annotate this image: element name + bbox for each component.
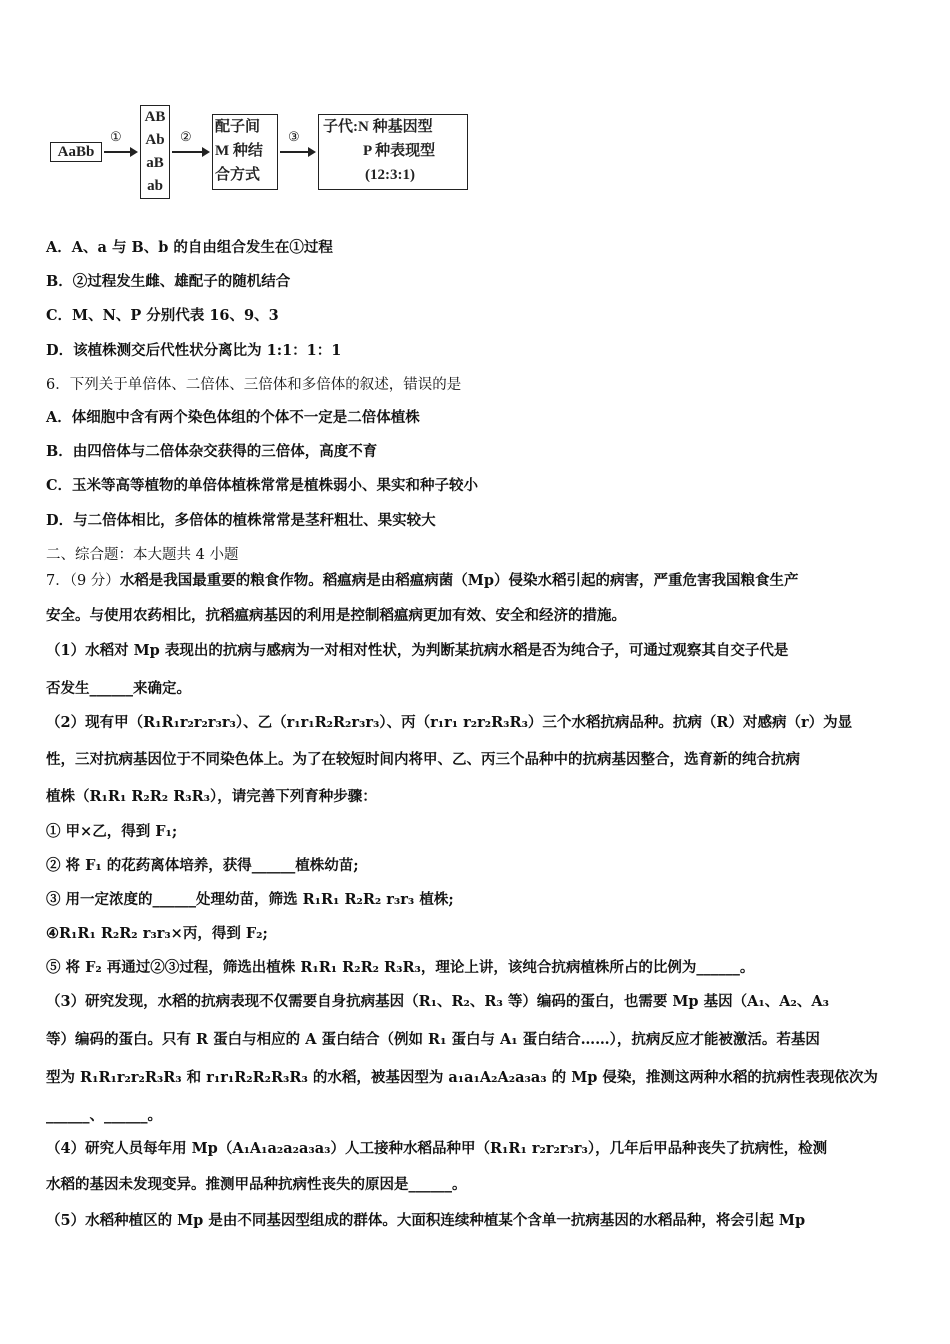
arrow-icon [172, 151, 208, 153]
q5-option-b: B．②过程发生雌、雄配子的随机结合 [46, 273, 291, 290]
q6-option-a: A．体细胞中含有两个染色体组的个体不一定是二倍体植株 [46, 409, 420, 426]
q7-intro-line-2: 安全。与使用农药相比，抗稻瘟病基因的利用是控制稻瘟病更加有效、安全和经济的措施。 [46, 607, 626, 624]
q6-option-b: B．由四倍体与二倍体杂交获得的三倍体，高度不育 [46, 443, 378, 460]
q7-step-1: ① 甲×乙，得到 F₁; [46, 823, 178, 840]
gamete-ab-1: AB [144, 109, 166, 125]
q7-part3-line-3: 型为 R₁R₁r₂r₂R₃R₃ 和 r₁r₁R₂R₂R₃R₃ 的水稻，被基因型为 a₁a₁A₂A₂a₃a₃ 的 Mp 侵染，推测这两种水稻的抗病性表现依次为 [46, 1069, 878, 1086]
q7-step-4: ④R₁R₁ R₂R₂ r₃r₃×丙，得到 F₂; [46, 925, 268, 942]
combine-line-2: M 种结 [215, 143, 263, 159]
q7-part3-line-2: 等）编码的蛋白。只有 R 蛋白与相应的 A 蛋白结合（例如 R₁ 蛋白与 A₁ 蛋白结合……），抗病反应才能被激活。若基因 [46, 1031, 820, 1048]
q7-part4-line-1: （4）研究人员每年用 Mp（A₁A₁a₂a₂a₃a₃）人工接种水稻品种甲（R₁R₁ r₂r₂r₃r₃），几年后甲品种丧失了抗病性，检测 [46, 1140, 828, 1157]
gamete-ab-2: Ab [145, 132, 165, 148]
step-2-label: ② [180, 130, 192, 145]
offspring-line-3: (12:3:1) [365, 167, 415, 183]
step-1-label: ① [110, 130, 122, 145]
offspring-box [318, 114, 468, 190]
q5-option-c: C．M、N、P 分别代表 16、9、3 [46, 307, 279, 324]
q5-option-a: A．A、a 与 B、b 的自由组合发生在①过程 [46, 239, 333, 256]
q7-part2-prefix: （2）现有甲（R₁R₁r₂r₂r₃r₃） [46, 714, 244, 731]
q7-intro-line-1 [46, 569, 799, 590]
q7-part3-line-4: ______、______。 [46, 1107, 162, 1124]
genetics-flow-diagram [48, 100, 478, 200]
gamete-ab-4: ab [147, 178, 163, 194]
q7-step-3: ③ 用一定浓度的______处理幼苗，筛选 R₁R₁ R₂R₂ r₃r₃ 植株; [46, 891, 454, 908]
arrow-icon [280, 151, 314, 153]
q7-part1-line-1: （1）水稻对 Mp 表现出的抗病与感病为一对相对性状，为判断某抗病水稻是否为纯合子，可通过观察其自交子代是 [46, 642, 789, 659]
gametes-box [140, 105, 170, 199]
q6-stem: 6．下列关于单倍体、二倍体、三倍体和多倍体的叙述，错误的是 [46, 377, 462, 393]
q7-part1-line-2: 否发生______来确定。 [46, 680, 191, 697]
gamete-ab-3: aB [146, 155, 164, 171]
section-heading: 二、综合题：本大题共 4 小题 [46, 547, 239, 563]
combination-box [212, 114, 278, 190]
q7-part2-rest: 、乙（r₁r₁R₂R₂r₃r₃）、丙（r₁r₁ r₂r₂R₃R₃）三个水稻抗病品种。抗病（R）对感病（r）为显 [243, 714, 853, 731]
q7-intro-text-1: 水稻是我国最重要的粮食作物。稻瘟病是由稻瘟病菌（Mp）侵染水稻引起的病害，严重危害我国粮食生产 [119, 572, 799, 589]
q7-part4-line-2: 水稻的基因未发现变异。推测甲品种抗病性丧失的原因是______。 [46, 1176, 467, 1193]
q7-step-5: ⑤ 将 F₂ 再通过②③过程，筛选出植株 R₁R₁ R₂R₂ R₃R₃，理论上讲，该纯合抗病植株所占的比例为______。 [46, 959, 755, 976]
q7-part3-line-1: （3）研究发现，水稻的抗病表现不仅需要自身抗病基因（R₁、R₂、R₃ 等）编码的蛋白，也需要 Mp 基因（A₁、A₂、A₃ [46, 993, 829, 1010]
step-3-label: ③ [288, 130, 300, 145]
q7-part2-line-2: 性，三对抗病基因位于不同染色体上。为了在较短时间内将甲、乙、丙三个品种中的抗病基因整合，选育新的纯合抗病 [46, 751, 800, 768]
q6-option-d: D．与二倍体相比，多倍体的植株常常是茎秆粗壮、果实较大 [46, 512, 436, 529]
q5-option-d: D．该植株测交后代性状分离比为 1:1：1：1 [46, 342, 342, 359]
q6-option-c: C．玉米等高等植物的单倍体植株常常是植株弱小、果实和种子较小 [46, 477, 479, 494]
q7-part2-line-1 [46, 711, 852, 732]
offspring-line-1: 子代:N 种基因型 [323, 119, 433, 135]
parent-genotype-box: AaBb [50, 142, 102, 162]
q7-part5-line-1: （5）水稻种植区的 Mp 是由不同基因型组成的群体。大面积连续种植某个含单一抗病基因的水稻品种，将会引起 Mp [46, 1212, 806, 1229]
combine-line-1: 配子间 [215, 119, 261, 135]
offspring-line-2: P 种表现型 [363, 143, 436, 159]
arrow-icon [104, 151, 136, 153]
q7-part2-line-3: 植株（R₁R₁ R₂R₂ R₃R₃），请完善下列育种步骤： [46, 788, 377, 805]
combine-line-3: 合方式 [215, 167, 261, 183]
q7-number: 7．（9 分） [46, 573, 120, 589]
q7-step-2: ② 将 F₁ 的花药离体培养，获得______植株幼苗; [46, 857, 359, 874]
